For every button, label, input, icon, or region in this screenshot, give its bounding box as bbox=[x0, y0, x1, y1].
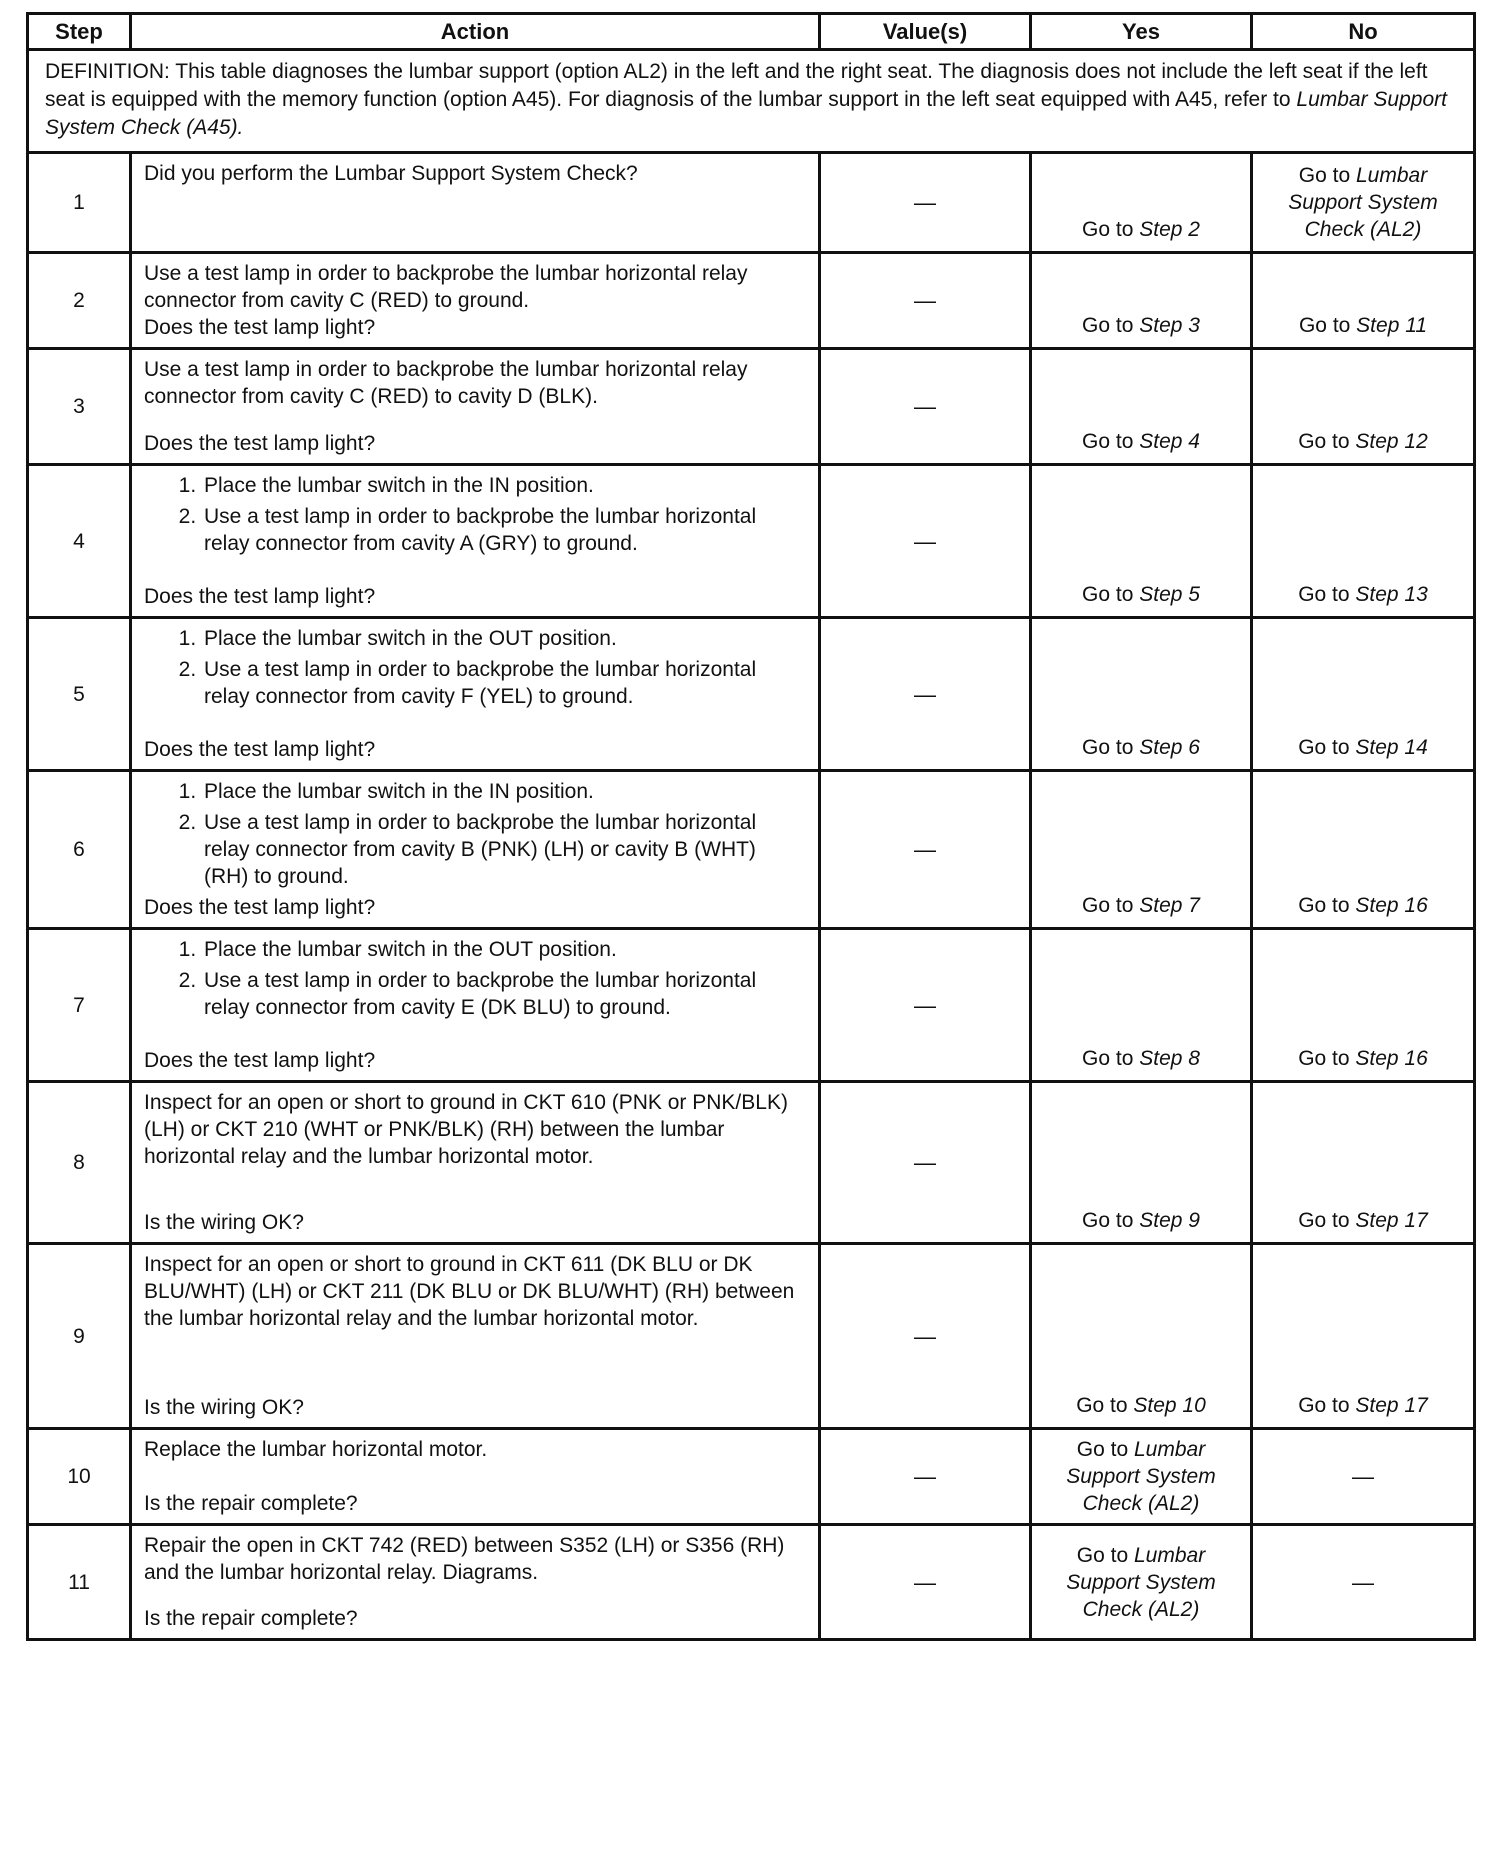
action-step-item: 2. Use a test lamp in order to backprobe the lumbar horizontal relay connector from cavity E (DK BLU) to ground. bbox=[202, 967, 806, 1021]
value-cell: — bbox=[820, 1244, 1031, 1429]
yes-goto-link[interactable]: Step 6 bbox=[1139, 736, 1200, 759]
yes-cell bbox=[1031, 1525, 1252, 1640]
yes-goto-link[interactable]: Lumbar Support System Check (AL2) bbox=[1066, 1543, 1216, 1621]
no-goto-link[interactable]: Step 12 bbox=[1355, 430, 1428, 453]
no-goto-link[interactable]: Step 11 bbox=[1356, 314, 1428, 337]
no-value: — bbox=[1352, 1569, 1374, 1595]
action-steps-list bbox=[144, 472, 806, 557]
step-number: 11 bbox=[28, 1525, 131, 1640]
no-prefix: Go to bbox=[1298, 164, 1356, 187]
table-row bbox=[28, 153, 1475, 253]
yes-cell bbox=[1031, 618, 1252, 771]
action-question: Is the wiring OK? bbox=[144, 1211, 304, 1234]
action-question: Does the test lamp light? bbox=[144, 738, 376, 761]
value-cell: — bbox=[820, 1082, 1031, 1244]
no-prefix: Go to bbox=[1298, 894, 1356, 917]
action-content bbox=[144, 1532, 806, 1632]
action-content bbox=[144, 1089, 806, 1236]
action-step-item: 1. Place the lumbar switch in the IN position. bbox=[202, 778, 806, 805]
table-row bbox=[28, 929, 1475, 1082]
action-content bbox=[144, 778, 806, 921]
yes-cell bbox=[1031, 1429, 1252, 1525]
action-steps-list bbox=[144, 778, 806, 890]
no-goto-link[interactable]: Step 17 bbox=[1355, 1394, 1428, 1417]
action-step-item: 2. Use a test lamp in order to backprobe the lumbar horizontal relay connector from cavity F (YEL) to ground. bbox=[202, 656, 806, 710]
no-goto-link[interactable]: Step 17 bbox=[1355, 1209, 1428, 1232]
header-values: Value(s) bbox=[820, 14, 1031, 50]
action-instructions bbox=[144, 160, 806, 187]
action-steps-list bbox=[144, 936, 806, 1021]
action-text: Replace the lumbar horizontal motor. bbox=[144, 1438, 488, 1461]
action-cell bbox=[131, 465, 820, 618]
yes-prefix: Go to bbox=[1076, 1438, 1134, 1461]
no-goto-link[interactable]: Step 13 bbox=[1355, 583, 1428, 606]
action-step-item: 2. Use a test lamp in order to backprobe the lumbar horizontal relay connector from cavity A (GRY) to ground. bbox=[202, 503, 806, 557]
table-row bbox=[28, 1082, 1475, 1244]
header-row bbox=[28, 14, 1475, 50]
value-cell: — bbox=[820, 349, 1031, 465]
action-instructions bbox=[144, 472, 806, 561]
yes-prefix: Go to bbox=[1076, 1543, 1134, 1567]
diagnostic-table-page bbox=[26, 12, 1470, 1641]
value-cell: — bbox=[820, 465, 1031, 618]
action-question: Is the wiring OK? bbox=[144, 1396, 304, 1419]
action-question: Does the test lamp light? bbox=[144, 585, 376, 608]
action-instructions bbox=[144, 936, 806, 1025]
no-goto-link[interactable]: Step 14 bbox=[1355, 736, 1428, 759]
yes-prefix: Go to bbox=[1082, 894, 1140, 917]
no-prefix: Go to bbox=[1298, 430, 1356, 453]
table-row bbox=[28, 618, 1475, 771]
no-cell bbox=[1252, 1244, 1475, 1429]
no-prefix: Go to bbox=[1298, 314, 1357, 337]
yes-prefix: Go to bbox=[1082, 218, 1140, 241]
definition-cell bbox=[28, 50, 1475, 153]
yes-cell bbox=[1031, 465, 1252, 618]
action-content bbox=[144, 472, 806, 610]
yes-prefix: Go to bbox=[1076, 1394, 1134, 1417]
no-prefix: Go to bbox=[1298, 1394, 1356, 1417]
header-yes: Yes bbox=[1031, 14, 1252, 50]
header-step: Step bbox=[28, 14, 131, 50]
definition-reference-link[interactable]: Lumbar Support System Check (A45). bbox=[45, 88, 1447, 139]
action-question: Is the repair complete? bbox=[144, 1607, 358, 1630]
action-text: Use a test lamp in order to backprobe the lumbar horizontal relay connector from cavity C (RED) to cavity D (BLK). bbox=[144, 358, 748, 408]
no-prefix: Go to bbox=[1298, 583, 1356, 606]
table-body bbox=[28, 50, 1475, 1640]
no-goto-link[interactable]: Step 16 bbox=[1355, 1047, 1428, 1070]
value-cell: — bbox=[820, 253, 1031, 349]
yes-cell bbox=[1031, 1082, 1252, 1244]
action-instructions bbox=[144, 1532, 806, 1586]
no-cell bbox=[1252, 929, 1475, 1082]
yes-goto-link[interactable]: Lumbar Support System Check (AL2) bbox=[1066, 1438, 1216, 1515]
yes-goto-link[interactable]: Step 3 bbox=[1139, 314, 1200, 337]
yes-cell bbox=[1031, 1244, 1252, 1429]
value-cell: — bbox=[820, 618, 1031, 771]
step-number: 2 bbox=[28, 253, 131, 349]
action-content bbox=[144, 1436, 806, 1517]
action-instructions bbox=[144, 260, 806, 314]
action-instructions bbox=[144, 356, 806, 410]
no-cell bbox=[1252, 465, 1475, 618]
action-text: Did you perform the Lumbar Support System Check? bbox=[144, 162, 638, 185]
action-content bbox=[144, 936, 806, 1074]
table-row bbox=[28, 771, 1475, 929]
no-prefix: Go to bbox=[1298, 1047, 1356, 1070]
yes-goto-link[interactable]: Step 2 bbox=[1139, 218, 1200, 241]
value-cell: — bbox=[820, 1525, 1031, 1640]
yes-cell bbox=[1031, 771, 1252, 929]
action-step-item: 1. Place the lumbar switch in the OUT position. bbox=[202, 936, 806, 963]
action-cell bbox=[131, 771, 820, 929]
table-row bbox=[28, 1429, 1475, 1525]
step-number: 6 bbox=[28, 771, 131, 929]
action-cell bbox=[131, 1525, 820, 1640]
no-value: — bbox=[1352, 1464, 1374, 1489]
action-steps-list bbox=[144, 625, 806, 710]
action-content bbox=[144, 356, 806, 457]
no-cell bbox=[1252, 1429, 1475, 1525]
value-cell: — bbox=[820, 153, 1031, 253]
yes-cell bbox=[1031, 929, 1252, 1082]
action-text: Inspect for an open or short to ground in CKT 611 (DK BLU or DK BLU/WHT) (LH) or CKT 211 (DK BLU or DK BLU/WHT) (RH) between the lumbar horizontal relay and the lumbar horizontal motor. bbox=[144, 1253, 795, 1330]
value-cell: — bbox=[820, 929, 1031, 1082]
yes-goto-link[interactable]: Step 7 bbox=[1139, 894, 1200, 917]
action-question: Does the test lamp light? bbox=[144, 1049, 376, 1072]
table-row bbox=[28, 1244, 1475, 1429]
yes-goto-link[interactable]: Step 4 bbox=[1139, 430, 1200, 453]
action-content bbox=[144, 625, 806, 763]
table-row bbox=[28, 253, 1475, 349]
yes-prefix: Go to bbox=[1082, 1209, 1140, 1232]
no-cell bbox=[1252, 349, 1475, 465]
yes-prefix: Go to bbox=[1082, 583, 1140, 606]
yes-cell bbox=[1031, 349, 1252, 465]
no-cell bbox=[1252, 153, 1475, 253]
action-question: Does the test lamp light? bbox=[144, 432, 376, 455]
yes-goto-link[interactable]: Step 8 bbox=[1139, 1047, 1200, 1070]
action-cell bbox=[131, 929, 820, 1082]
step-number: 10 bbox=[28, 1429, 131, 1525]
no-cell bbox=[1252, 1082, 1475, 1244]
action-instructions bbox=[144, 1436, 806, 1463]
action-cell bbox=[131, 253, 820, 349]
action-cell bbox=[131, 349, 820, 465]
step-number: 9 bbox=[28, 1244, 131, 1429]
step-number: 7 bbox=[28, 929, 131, 1082]
definition-text: DEFINITION: This table diagnoses the lumbar support (option AL2) in the left and the right seat. The diagnosis does not include the left seat if the left seat is equipped with the memory function (option A45). For diagnosis of the lumbar support in the left seat equipped with A45, refer to bbox=[45, 60, 1428, 111]
yes-prefix: Go to bbox=[1082, 430, 1140, 453]
action-cell bbox=[131, 153, 820, 253]
yes-cell bbox=[1031, 253, 1252, 349]
action-instructions bbox=[144, 778, 806, 894]
value-cell: — bbox=[820, 1429, 1031, 1525]
action-cell bbox=[131, 1244, 820, 1429]
yes-prefix: Go to bbox=[1082, 1047, 1140, 1070]
table-row bbox=[28, 1525, 1475, 1640]
action-text: Use a test lamp in order to backprobe the lumbar horizontal relay connector from cavity C (RED) to ground. bbox=[144, 262, 748, 312]
action-question: Does the test lamp light? bbox=[144, 316, 376, 339]
action-cell bbox=[131, 618, 820, 771]
action-content bbox=[144, 260, 806, 341]
action-question: Is the repair complete? bbox=[144, 1492, 358, 1515]
step-number: 5 bbox=[28, 618, 131, 771]
step-number: 1 bbox=[28, 153, 131, 253]
header-action: Action bbox=[131, 14, 820, 50]
no-cell bbox=[1252, 771, 1475, 929]
yes-goto-link[interactable]: Step 9 bbox=[1139, 1209, 1200, 1232]
step-number: 4 bbox=[28, 465, 131, 618]
table-row bbox=[28, 465, 1475, 618]
yes-cell bbox=[1031, 153, 1252, 253]
action-instructions bbox=[144, 1089, 806, 1170]
action-text: Inspect for an open or short to ground in CKT 610 (PNK or PNK/BLK) (LH) or CKT 210 (WHT or PNK/BLK) (RH) between the lumbar horizontal relay and the lumbar horizontal motor. bbox=[144, 1091, 788, 1168]
no-cell bbox=[1252, 1525, 1475, 1640]
action-step-item: 1. Place the lumbar switch in the OUT position. bbox=[202, 625, 806, 652]
value-cell: — bbox=[820, 771, 1031, 929]
action-instructions bbox=[144, 625, 806, 714]
step-number: 8 bbox=[28, 1082, 131, 1244]
step-number: 3 bbox=[28, 349, 131, 465]
yes-goto-link[interactable]: Step 10 bbox=[1133, 1394, 1206, 1417]
action-cell bbox=[131, 1082, 820, 1244]
action-content bbox=[144, 1251, 806, 1421]
action-text: Repair the open in CKT 742 (RED) between S352 (LH) or S356 (RH) and the lumbar horizontal relay. Diagrams. bbox=[144, 1534, 785, 1584]
no-goto-link[interactable]: Lumbar Support System Check (AL2) bbox=[1288, 164, 1438, 241]
no-cell bbox=[1252, 618, 1475, 771]
action-content bbox=[144, 160, 806, 245]
action-question: Does the test lamp light? bbox=[144, 896, 376, 919]
definition-row bbox=[28, 50, 1475, 153]
diagnostic-table bbox=[26, 12, 1476, 1641]
no-prefix: Go to bbox=[1298, 736, 1356, 759]
header-no: No bbox=[1252, 14, 1475, 50]
table-row bbox=[28, 349, 1475, 465]
action-step-item: 1. Place the lumbar switch in the IN position. bbox=[202, 472, 806, 499]
action-instructions bbox=[144, 1251, 806, 1332]
no-cell bbox=[1252, 253, 1475, 349]
no-goto-link[interactable]: Step 16 bbox=[1355, 894, 1428, 917]
yes-prefix: Go to bbox=[1082, 314, 1140, 337]
yes-prefix: Go to bbox=[1082, 736, 1140, 759]
no-prefix: Go to bbox=[1298, 1209, 1356, 1232]
action-cell bbox=[131, 1429, 820, 1525]
yes-goto-link[interactable]: Step 5 bbox=[1139, 583, 1200, 606]
action-step-item: 2. Use a test lamp in order to backprobe the lumbar horizontal relay connector from cavity B (PNK) (LH) or cavity B (WHT) (RH) to ground. bbox=[202, 809, 806, 890]
